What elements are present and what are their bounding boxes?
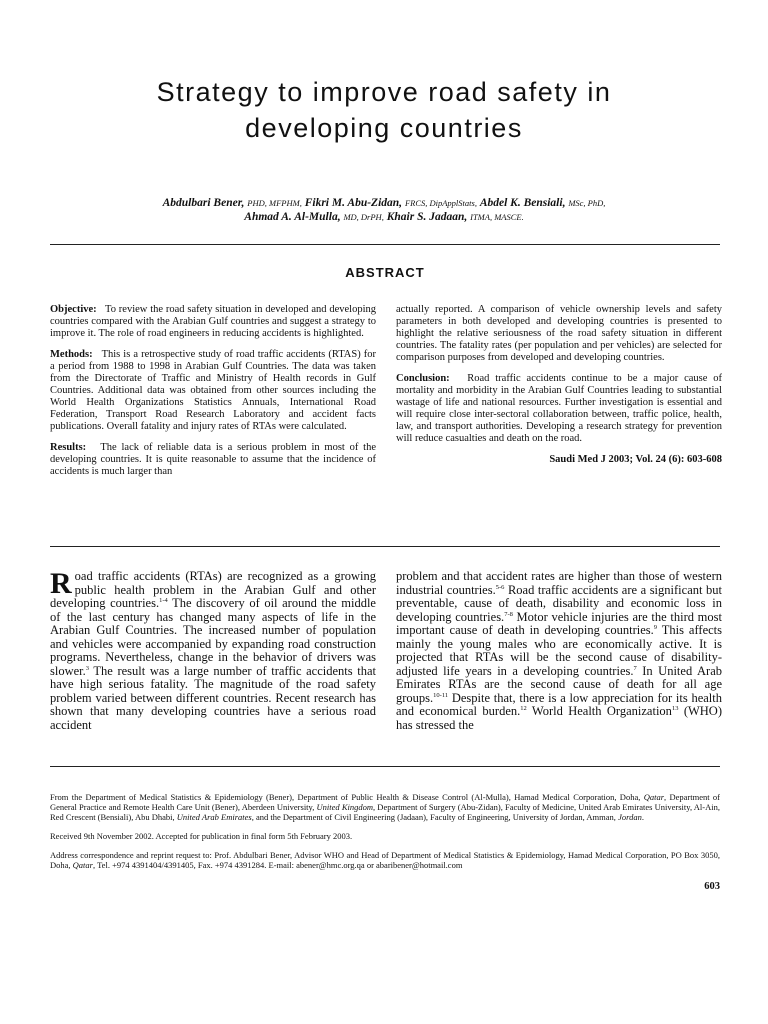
article-title — [60, 74, 708, 146]
abstract-conclusion — [396, 373, 722, 445]
footnote-text: , Tel. +974 4391404/4391405, Fax. +974 4391284. E-mail: abener@hmc.org.qa or abaribener@hotmail.com — [92, 860, 463, 870]
abstract-objective — [50, 304, 376, 340]
footnote-text: . — [641, 812, 644, 822]
author-name: Fikri M. Abu-Zidan, — [304, 197, 403, 209]
page-number: 603 — [704, 881, 720, 892]
objective-label: Objective: — [50, 304, 97, 315]
author-credentials: FRCS, DipApplStats, — [404, 198, 477, 208]
body-text: The result was a large number of traffic accidents that have high serious fatality. The magnitude of the road safety problem varied between different countries. Recent research has shown that many developing countries have a serious road accident — [50, 663, 376, 732]
drop-cap: R — [50, 567, 72, 600]
body-text: This affects mainly the young males who are economically active. It is projected that RTAs will be the second cause of disability-adjusted life years in a developing countries. — [396, 623, 722, 678]
body-continued-paragraph — [396, 570, 722, 732]
author-line-1 — [80, 196, 688, 210]
author-name: Khair S. Jadaan, — [386, 211, 468, 223]
correspondence-note — [50, 850, 720, 870]
abstract-results — [50, 442, 376, 478]
methods-text: This is a retrospective study of road traffic accidents (RTAS) for a period from 1988 to 1998 in Arabian Gulf Countries. The data was taken from the Directorate of Traffic and Ministry of Health records in Gulf Countries. Additional data was obtained from other sources including the World Health Organizations Statistics Annuals, International Road Federation, Transport Road Research Laboratory and accident facts publications. Overall fatality and injury rates of RTAs were calculated. — [50, 349, 376, 432]
footnotes — [50, 792, 720, 879]
conclusion-label: Conclusion: — [396, 373, 450, 384]
footnote-text: From the Department of Medical Statistics & Epidemiology (Bener), Department of Public Health & Disease Control (Al-Mulla), Hamad Medical Corporation, Doha, — [50, 792, 644, 802]
reference-superscript: 9 — [653, 623, 658, 631]
reference-superscript: 12 — [520, 704, 527, 712]
author-credentials: ITMA, MASCE. — [470, 212, 524, 222]
author-name: Abdel K. Bensiali, — [479, 197, 566, 209]
divider-footnotes — [50, 766, 720, 767]
body-right-column — [396, 570, 722, 732]
divider-abstract-bottom — [50, 546, 720, 547]
abstract-heading: ABSTRACT — [345, 265, 425, 280]
author-name: Ahmad A. Al-Mulla, — [244, 211, 341, 223]
footnote-country: Qatar — [72, 860, 93, 870]
abstract-methods — [50, 349, 376, 433]
title-line-1: Strategy to improve road safety in — [156, 77, 612, 107]
body-left-column — [50, 567, 376, 732]
reference-superscript: 5-6 — [495, 583, 505, 591]
author-credentials: PHD, MFPHM, — [247, 198, 302, 208]
body-text: (WHO) has stressed the — [396, 704, 722, 732]
author-credentials: MSc, PhD, — [568, 198, 606, 208]
methods-label: Methods: — [50, 349, 93, 360]
footnote-text: , Department of General Practice and Remote Health Care Unit (Bener), Aberdeen University, — [50, 792, 721, 812]
reference-superscript: 7-8 — [504, 610, 513, 618]
author-line-2 — [80, 210, 688, 224]
reference-superscript: 3 — [85, 664, 90, 672]
footnote-country: United Kingdom — [316, 802, 374, 812]
journal-citation: Saudi Med J 2003; Vol. 24 (6): 603-608 — [549, 454, 722, 465]
abstract-results-continued: actually reported. A comparison of vehicle ownership levels and safety parameters in both developed and developing countries is presented to highlight the relative seriousness of the road safety situation in different countries. The fatality rates (per population and per vehicles) are selected for comparison purposes from developed and developing countries. — [396, 304, 722, 363]
results-text: The lack of reliable data is a serious problem in most of the developing countries. It is quite reasonable to assume that the incidence of accidents is much larger than — [50, 442, 377, 477]
reference-superscript: 13 — [671, 704, 679, 712]
body-text: Road traffic accidents are a significant but preventable, cause of death, disability and economic loss in developing countries. — [396, 582, 722, 624]
footnote-text: , Department of Surgery (Abu-Zidan), Faculty of Medicine, United Arab Emirates University, Al-Ain, Red Crescent (Bensiali), Abu Dhabi, — [50, 802, 721, 822]
body-intro-paragraph — [50, 567, 376, 732]
title-line-2: developing countries — [245, 113, 523, 143]
reference-superscript: 7 — [633, 664, 637, 672]
abstract-left-column — [50, 304, 376, 487]
received-note: Received 9th November 2002. Accepted for publication in final form 5th February 2003. — [50, 831, 353, 841]
objective-text: To review the road safety situation in developed and developing countries compared with the Arabian Gulf countries and suggest a strategy to improve it. The role of road engineers in reducing accidents is highlighted. — [50, 304, 376, 339]
affiliations-note — [50, 792, 720, 822]
conclusion-text: Road traffic accidents continue to be a major cause of mortality and morbidity in the Arabian Gulf Countries leading to substantial wastage of life and national resources. Further investigation is essential and will require close inter-sectoral collaboration between, traffic police, health, law, and transport authorities. Developing a research strategy for prevention will reduce casualties and death on the road. — [396, 373, 722, 444]
results-label: Results: — [50, 442, 87, 453]
body-text: Motor vehicle injuries are the third most important cause of death in developing countries. — [396, 609, 722, 637]
body-text: oad traffic accidents (RTAs) are recognized as a growing public health problem in the Arabian Gulf and other developing countries. — [50, 569, 376, 610]
body-text: In United Arab Emirates RTAs are the second cause of death for all age groups. — [396, 663, 723, 705]
footnote-country: Qatar — [643, 792, 664, 802]
footnote-country: United Arab Emirates, — [176, 812, 254, 822]
divider-top — [50, 244, 720, 245]
reference-superscript: 1-4 — [159, 596, 168, 604]
footnote-country: Jordan — [618, 812, 642, 822]
body-text: problem and that accident rates are higher than those of western industrial countries. — [396, 569, 722, 597]
body-text: World Health Organization — [526, 704, 672, 718]
abstract-right-column — [396, 304, 722, 466]
footnote-text: and the Department of Civil Engineering (Jadaan), Faculty of Engineering, University of Jordan, Amman, — [253, 812, 619, 822]
author-list — [80, 196, 688, 224]
author-credentials: MD, DrPH, — [343, 212, 384, 222]
body-text: Despite that, there is a low appreciation for its health and economical burden. — [396, 690, 722, 718]
footnote-text: Address correspondence and reprint request to: Prof. Abdulbari Bener, Advisor WHO and Head of Department of Medical Statistics & Epidemiology, Hamad Medical Corporation, PO Box 3050, Doha, — [50, 850, 720, 870]
author-name: Abdulbari Bener, — [162, 197, 245, 209]
reference-superscript: 10-11 — [433, 691, 449, 699]
body-text: The discovery of oil around the middle of the last century has changed many aspects of life in the Arabian Gulf Countries. The increased number of population and vehicles were accompanied by expanding road construction programs. Nevertheless, change in the behavior of drivers was slower. — [50, 596, 376, 678]
